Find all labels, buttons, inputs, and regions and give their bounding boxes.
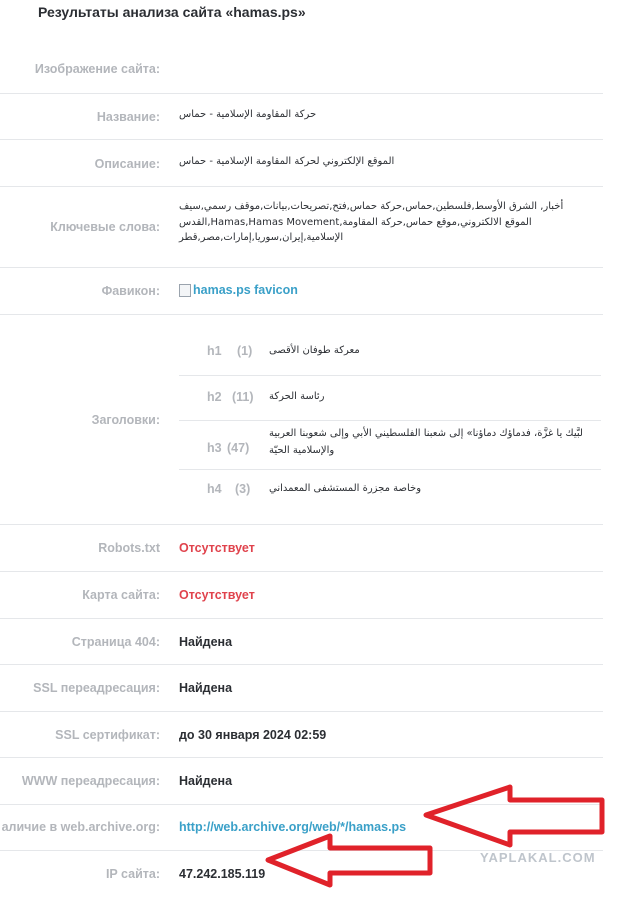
keywords-line: أخبار, الشرق الأوسط,فلسطين,حماس,حركة حماس,فتح,تصريحات,بيانات,موقف رسمي,سيف [179,201,564,212]
label-ip: IP сайта: [105,867,160,881]
heading-tag: h2 [207,390,222,404]
label-favicon: Фавикон: [101,284,160,298]
value-description: الموقع الإلكتروني لحركة المقاومة الإسلامية - حماس [179,156,395,167]
heading-count: (47) [227,441,250,455]
arrow-ip [268,836,430,885]
label-name: Название: [96,110,160,124]
heading-text: وخاصة مجزرة المستشفى المعمداني [269,483,422,494]
label-404: Страница 404: [71,635,160,649]
arrow-archive [426,787,602,845]
watermark: YAPLAKAL.COM [480,850,596,865]
value-ssl-redirect: Найдена [179,681,233,695]
value-sitemap: Отсутствует [179,588,255,602]
value-404: Найдена [179,635,233,649]
favicon-alt-text: hamas.ps favicon [193,283,298,297]
value-www-redirect: Найдена [179,774,233,788]
label-screenshot: Изображение сайта: [34,62,160,76]
keywords-line: الموقع الالكتروني,موقع حماس,حركة المقاومة,Hamas,Hamas Movement,القدس [179,216,532,228]
label-keywords: Ключевые слова: [50,220,160,234]
label-archive: аличие в web.archive.org: [1,820,160,834]
label-ssl-redirect: SSL переадресация: [33,681,160,695]
heading-count: (1) [237,344,253,358]
value-name: حركة المقاومة الإسلامية - حماس [179,109,317,120]
heading-text: معركة طوفان الأقصى [269,345,360,356]
label-ssl-cert: SSL сертификат: [55,728,160,742]
heading-tag: h3 [207,441,222,455]
archive-link[interactable]: http://web.archive.org/web/*/hamas.ps [179,820,407,834]
value-ssl-cert: до 30 января 2024 02:59 [179,728,327,742]
page-title: Результаты анализа сайта «hamas.ps» [38,4,306,20]
heading-count: (3) [235,482,251,496]
label-headings: Заголовки: [91,413,160,427]
label-sitemap: Карта сайта: [82,588,160,602]
heading-text: رئاسة الحركة [269,391,325,402]
value-ip: 47.242.185.119 [179,867,266,881]
heading-count: (11) [232,390,254,404]
keywords-line: الإسلامية,إيران,سوريا,إمارات,مصر,قطر [179,232,344,243]
label-description: Описание: [94,157,160,171]
label-www-redirect: WWW переадресация: [21,774,160,788]
heading-text: لبَّيك يا غزَّة، فدماؤك دماؤنا» إلى شعبنا الفلسطيني الأبي وإلى شعوبنا العربية والإسلامية الحيّة [269,428,583,456]
heading-tag: h4 [207,482,222,496]
label-robots: Robots.txt [98,541,160,555]
heading-tag: h1 [207,344,222,358]
value-robots: Отсутствует [179,541,255,555]
